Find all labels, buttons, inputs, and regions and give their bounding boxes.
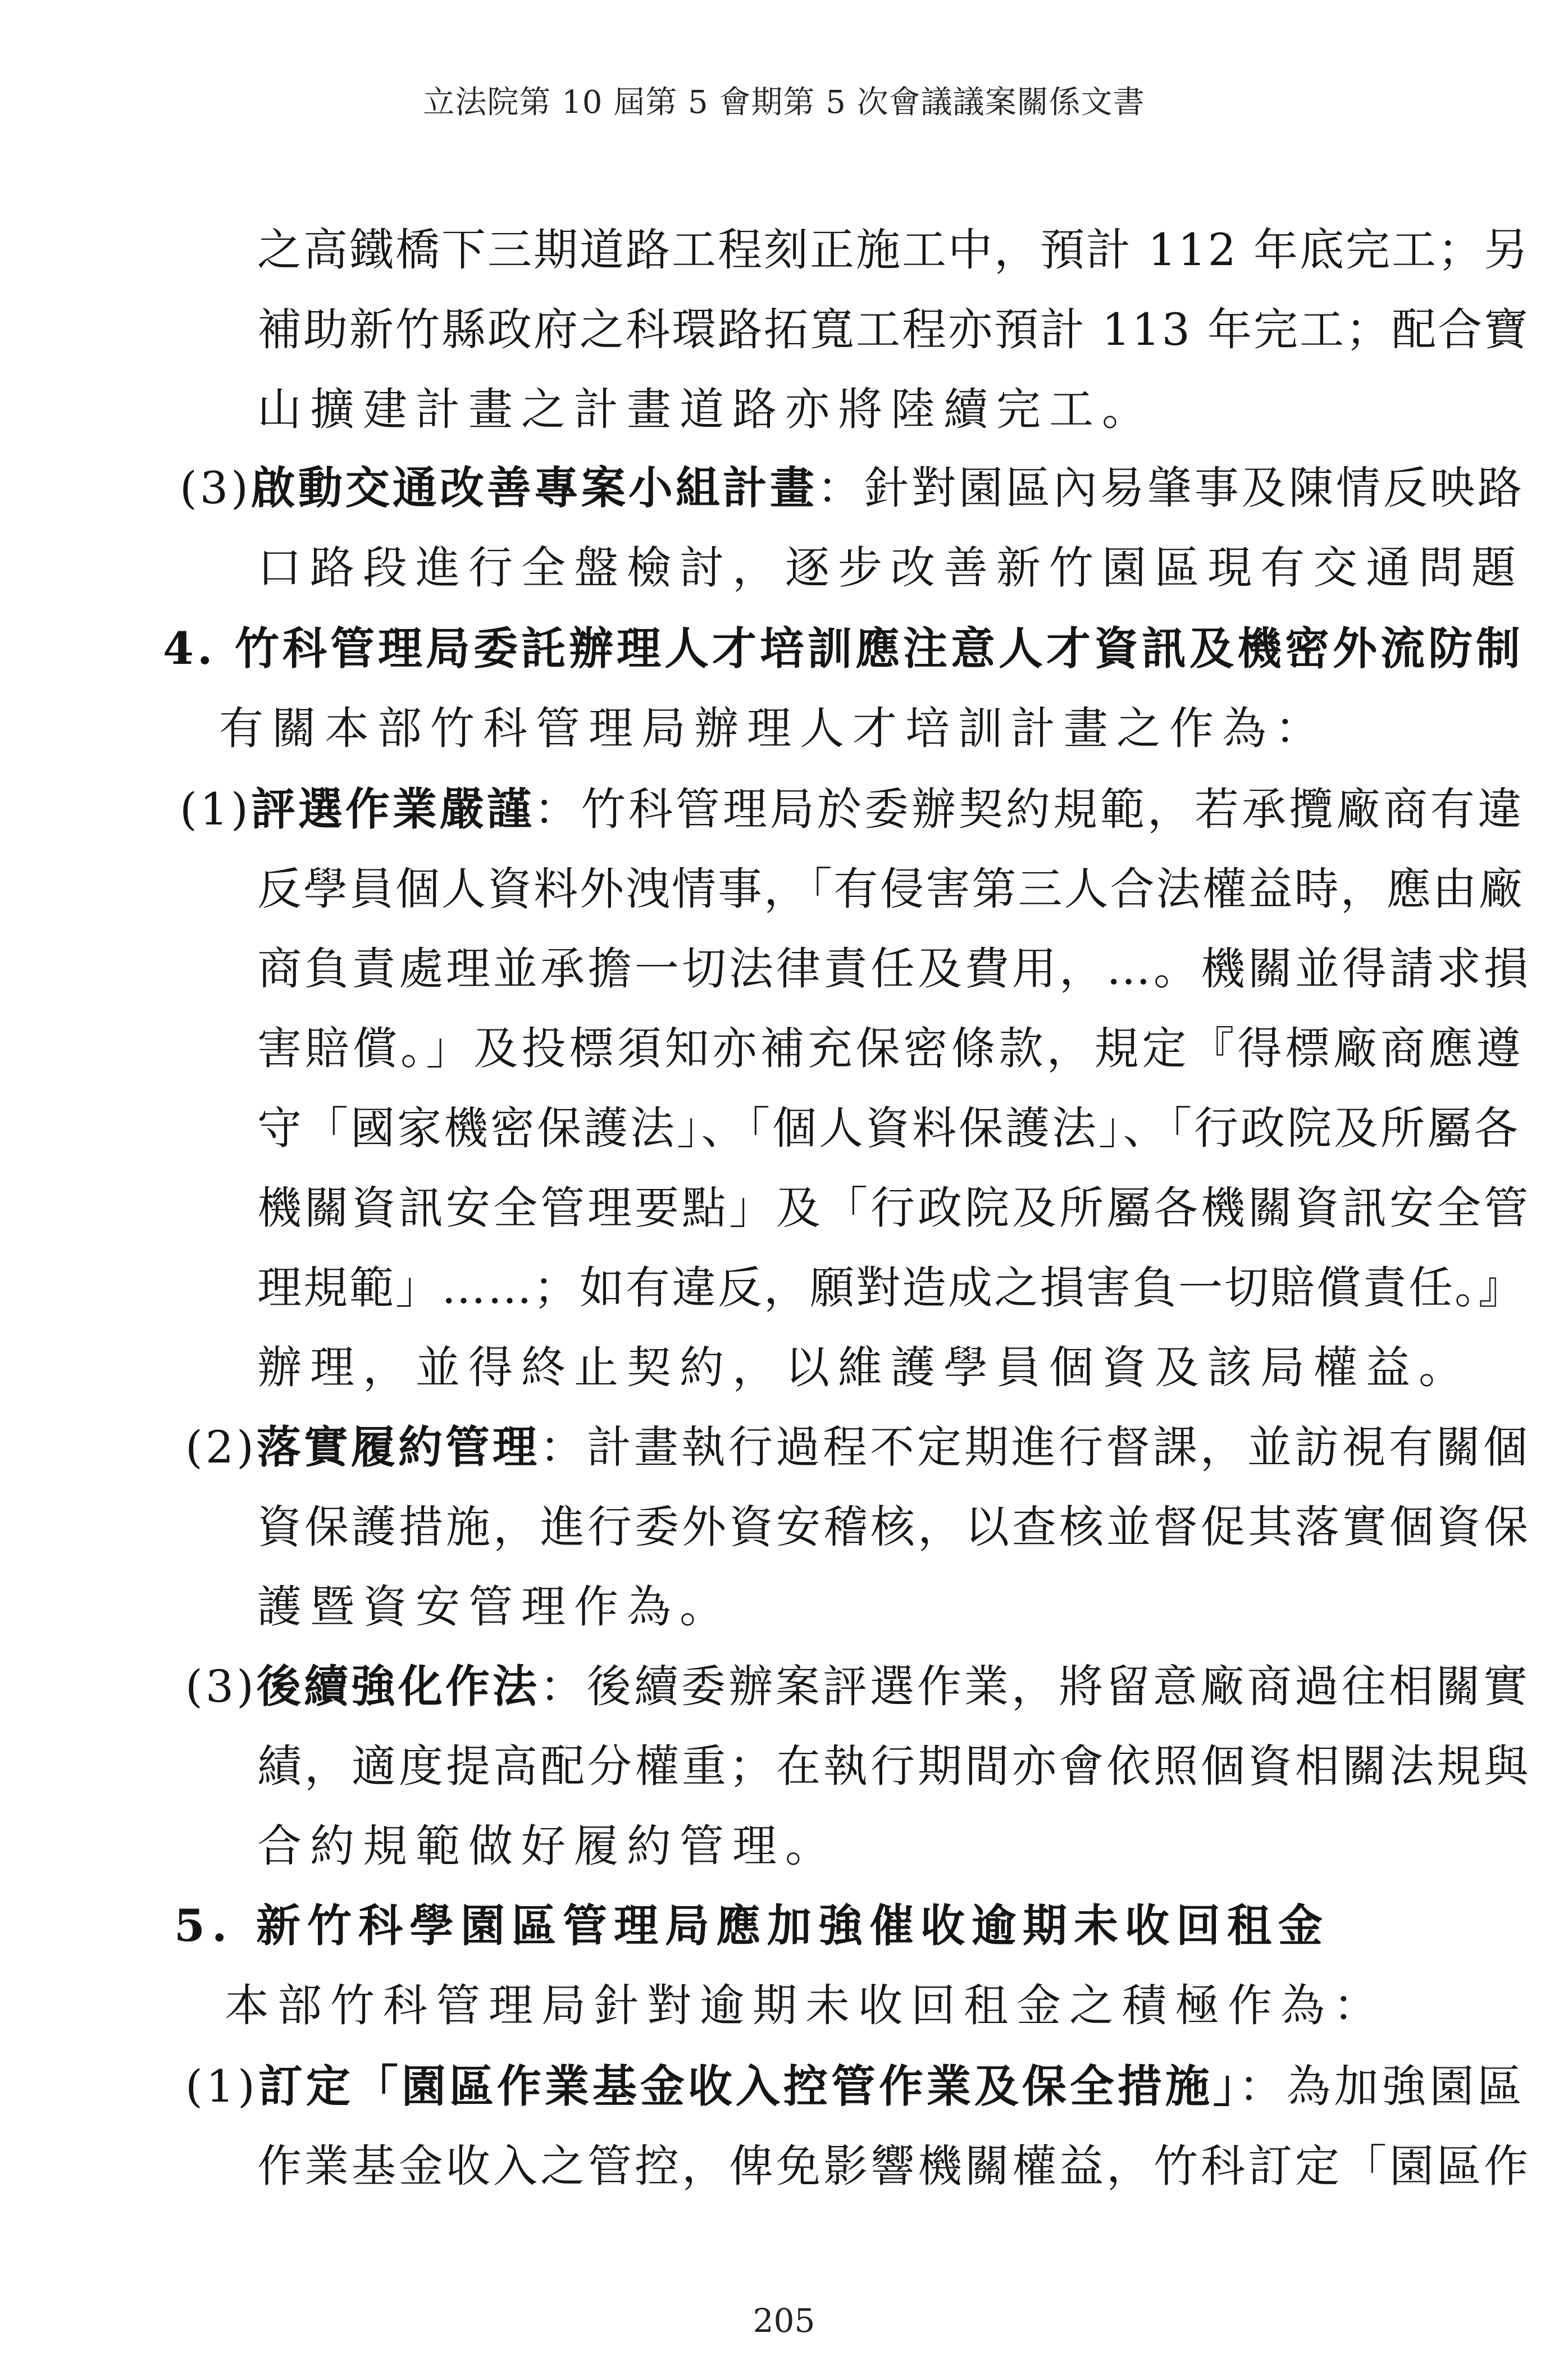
body-line: 口路段進行全盤檢討，逐步改善新竹園區現有交通問題 bbox=[257, 542, 1524, 594]
list-item-2 bbox=[185, 1419, 1530, 1475]
body-line: 理規範」……；如有違反，願對造成之損害負一切賠償責任。』 bbox=[257, 1262, 1525, 1314]
section-5-heading: 5. 新竹科學園區管理局應加強催收逾期未收回租金 bbox=[174, 1899, 1329, 1952]
item-title: 評選作業嚴謹 bbox=[250, 783, 534, 835]
body-line: 辦理，並得終止契約，以維護學員個資及該局權益。 bbox=[257, 1342, 1471, 1393]
body-line: 反學員個人資料外洩情事，「有侵害第三人合法權益時，應由廠 bbox=[257, 863, 1525, 915]
item-number: (1) bbox=[185, 2061, 258, 2112]
item-title: 後續強化作法 bbox=[256, 1660, 540, 1712]
item-number: (1) bbox=[180, 783, 251, 835]
list-item-3 bbox=[185, 1658, 1530, 1715]
body-line: 守「國家機密保護法」、「個人資料保護法」、「行政院及所屬各 bbox=[257, 1102, 1520, 1154]
item-title: 落實履約管理 bbox=[256, 1421, 540, 1473]
body-line: 山擴建計畫之計畫道路亦將陸續完工。 bbox=[257, 384, 1155, 435]
body-line: 作業基金收入之管控，俾免影響機關權益，竹科訂定「園區作 bbox=[257, 2140, 1531, 2192]
item-text: ：針對園區內易肇事及陳情反映路 bbox=[817, 462, 1525, 514]
item-text: ：竹科管理局於委辦契約規範，若承攬廠商有違 bbox=[534, 783, 1525, 835]
body-line: 機關資訊安全管理要點」及「行政院及所屬各機關資訊安全管 bbox=[257, 1182, 1531, 1234]
document-header: 立法院第 10 屆第 5 會期第 5 次會議議案關係文書 bbox=[423, 84, 1145, 121]
list-item-1 bbox=[185, 2058, 1525, 2115]
section-5-intro: 本部竹科管理局針對逾期未收回租金之積極作為： bbox=[225, 1980, 1386, 2031]
body-line: 護暨資安管理作為。 bbox=[257, 1581, 732, 1633]
section-4-intro: 有關本部竹科管理局辦理人才培訓計畫之作為： bbox=[219, 703, 1328, 754]
item-title: 啟動交通改善專案小組計畫 bbox=[250, 462, 817, 514]
body-line: 之高鐵橋下三期道路工程刻正施工中，預計 112 年底完工；另 bbox=[257, 224, 1530, 276]
list-item-1 bbox=[180, 781, 1525, 837]
item-text: ：為加強園區 bbox=[1238, 2061, 1525, 2112]
body-line: 商負責處理並承擔一切法律責任及費用，…。機關並得請求損 bbox=[257, 943, 1531, 995]
body-line: 害賠償。」及投標須知亦補充保密條款，規定『得標廠商應遵 bbox=[257, 1023, 1524, 1074]
item-number: (2) bbox=[185, 1421, 257, 1473]
item-title: 訂定「園區作業基金收入控管作業及保全措施」 bbox=[258, 2060, 1239, 2112]
item-text: ：後續委辦案評選作業，將留意廠商過往相關實 bbox=[539, 1661, 1530, 1712]
item-number: (3) bbox=[185, 1661, 257, 1712]
body-line: 補助新竹縣政府之科環路拓寬工程亦預計 113 年完工；配合寶 bbox=[257, 304, 1530, 356]
page-number: 205 bbox=[753, 2302, 815, 2340]
list-item-3 bbox=[180, 460, 1525, 516]
body-line: 合約規範做好履約管理。 bbox=[257, 1820, 838, 1872]
item-text: ：計畫執行過程不定期進行督課，並訪視有關個 bbox=[539, 1421, 1530, 1473]
item-number: (3) bbox=[180, 462, 251, 514]
body-line: 資保護措施，進行委外資安稽核，以查核並督促其落實個資保 bbox=[257, 1501, 1531, 1553]
body-line: 績，適度提高配分權重；在執行期間亦會依照個資相關法規與 bbox=[257, 1740, 1531, 1792]
section-4-heading: 4. 竹科管理局委託辦理人才培訓應注意人才資訊及機密外流防制 bbox=[163, 622, 1524, 675]
